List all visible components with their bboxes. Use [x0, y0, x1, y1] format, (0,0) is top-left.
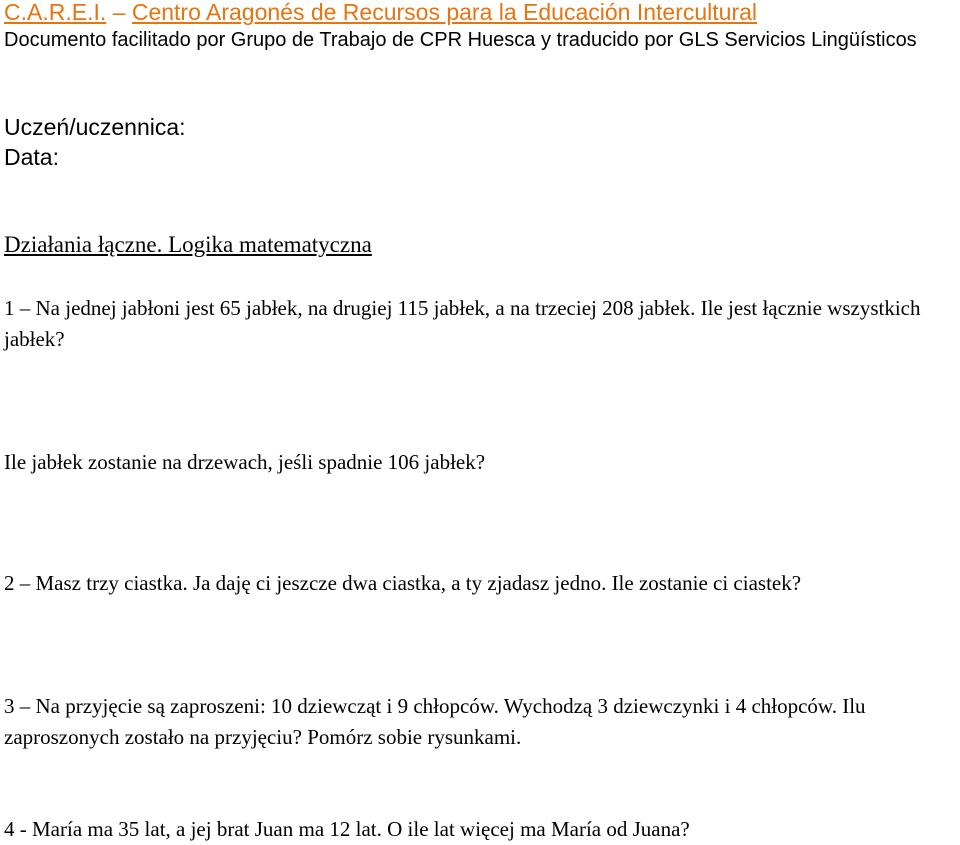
header-title [4, 0, 757, 26]
problem-2: 2 – Masz trzy ciastka. Ja daję ci jeszcze dwa ciastka, a ty zjadasz jedno. Ile zostanie ci ciastek? [4, 571, 802, 595]
problem-1: 1 – Na jednej jabłoni jest 65 jabłek, na drugiej 115 jabłek, a na trzeciej 208 jabłek. Ile jest łącznie wszystkich jabłek? [4, 296, 921, 351]
header-subtitle: Documento facilitado por Grupo de Trabajo de CPR Huesca y traducido por GLS Servicios Lingüísticos [4, 29, 917, 51]
org-short-name: C.A.R.E.I. [4, 0, 107, 25]
problem-4: 4 - María ma 35 lat, a jej brat Juan ma 12 lat. O ile lat więcej ma María od Juana? [4, 817, 690, 841]
student-name-label: Uczeń/uczennica: [4, 114, 186, 140]
problem-3: 3 – Na przyjęcie są zaproszeni: 10 dziewcząt i 9 chłopców. Wychodzą 3 dziewczynki i 4 chłopców. Ilu zaproszonych zostało na przyjęciu? Pomórz sobie rysunkami. [4, 694, 866, 749]
title-separator: – [106, 0, 132, 25]
section-title: Działania łączne. Logika matematyczna [4, 232, 372, 257]
org-full-name: Centro Aragonés de Recursos para la Educación Intercultural [131, 0, 758, 25]
date-label: Data: [4, 144, 59, 170]
problem-1-followup: Ile jabłek zostanie na drzewach, jeśli spadnie 106 jabłek? [4, 450, 486, 474]
